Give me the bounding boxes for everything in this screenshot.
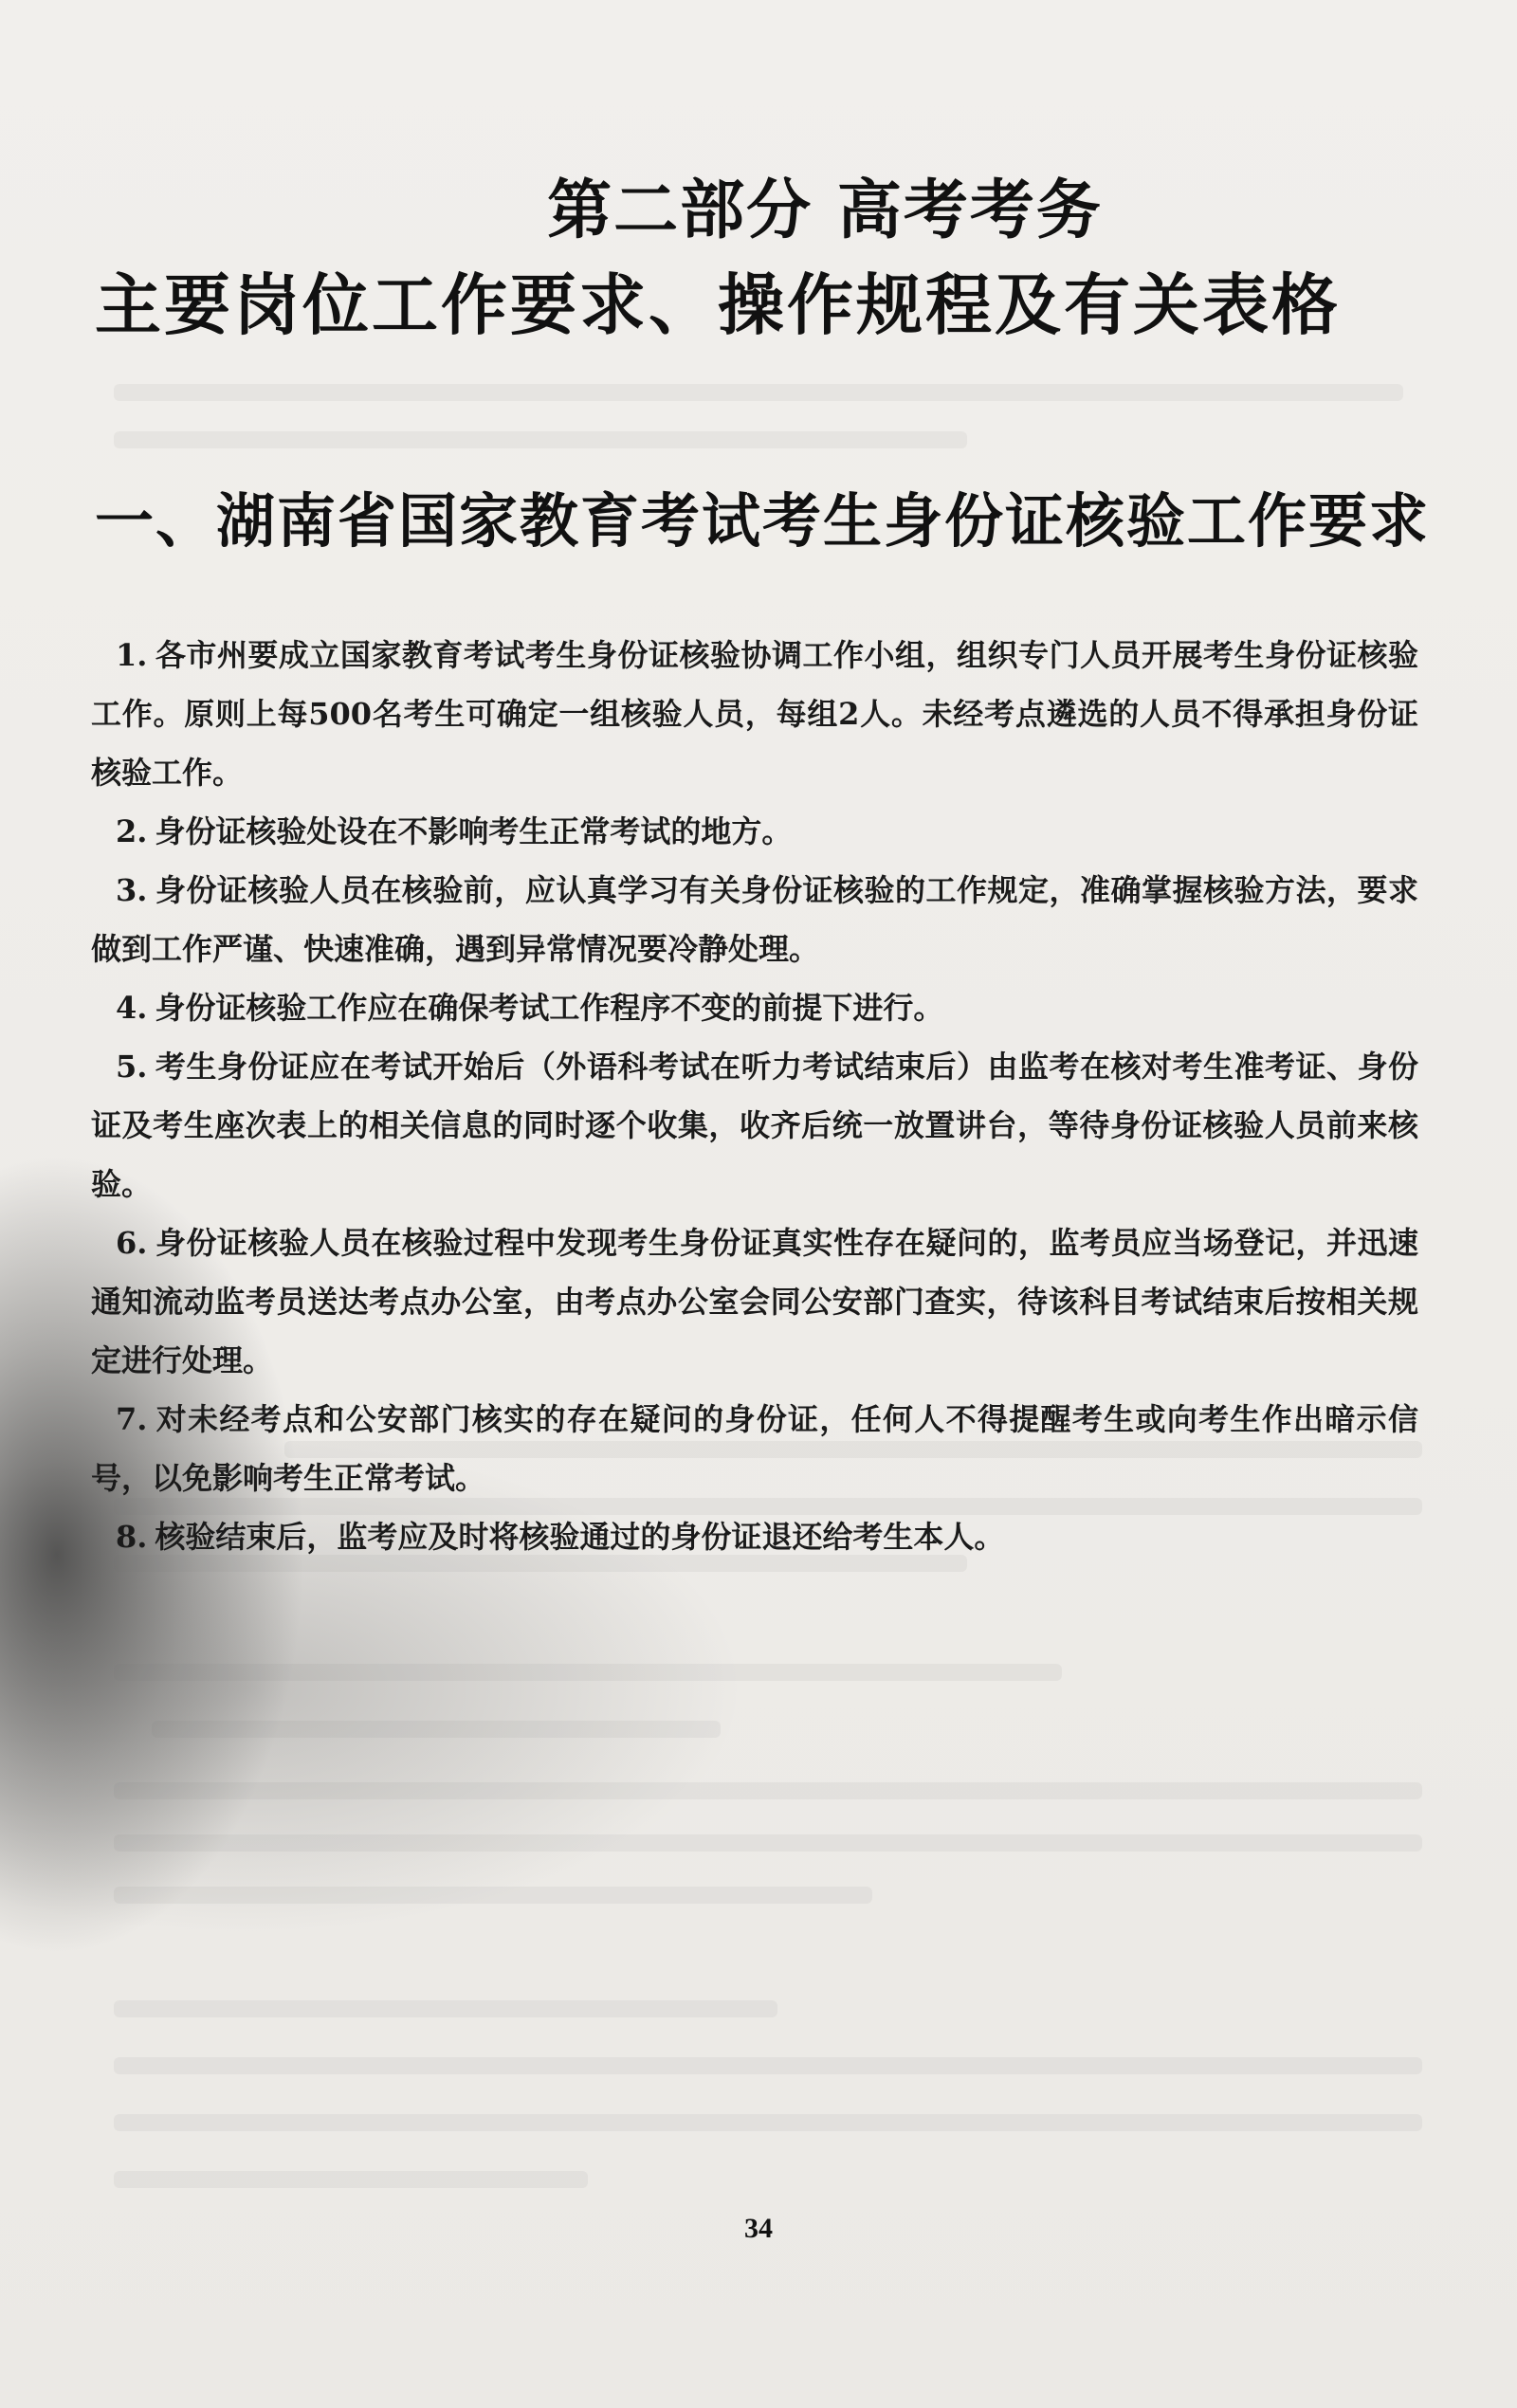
bleed-through-line bbox=[114, 2114, 1422, 2131]
part-title: 第二部分 高考考务 bbox=[547, 173, 1103, 248]
bleed-through-line bbox=[114, 1834, 1422, 1852]
bleed-through-line bbox=[114, 1887, 872, 1904]
bleed-through-line bbox=[114, 2171, 588, 2188]
paragraph-7 bbox=[91, 1390, 1418, 1507]
paragraph-text: 身份证核验处设在不影响考生正常考试的地方。 bbox=[155, 813, 793, 849]
paragraph-number: 8. bbox=[116, 1519, 148, 1555]
section-heading: 一、湖南省国家教育考试考生身份证核验工作要求 bbox=[95, 486, 1431, 556]
paragraph-number: 7. bbox=[116, 1401, 148, 1437]
paragraph-number: 6. bbox=[116, 1225, 148, 1261]
bleed-through-line bbox=[114, 2057, 1422, 2074]
paragraph-8 bbox=[91, 1507, 1418, 1566]
bleed-through-line bbox=[114, 384, 1403, 401]
paragraph-text: 身份证核验人员在核验前，应认真学习有关身份证核验的工作规定，准确掌握核验方法，要求做到工作严谨、快速准确，遇到异常情况要冷静处理。 bbox=[91, 872, 1418, 967]
paragraph-3 bbox=[91, 861, 1418, 978]
bleed-through-line bbox=[152, 1721, 721, 1738]
paragraph-1 bbox=[91, 626, 1418, 802]
paragraph-number: 1. bbox=[116, 637, 148, 673]
paragraph-text: 身份证核验工作应在确保考试工作程序不变的前提下进行。 bbox=[155, 990, 944, 1026]
bleed-through-line bbox=[114, 431, 967, 448]
paragraph-text: 身份证核验人员在核验过程中发现考生身份证真实性存在疑问的，监考员应当场登记，并迅速通知流动监考员送达考点办公室，由考点办公室会同公安部门查实，待该科目考试结束后按相关规定进行处理。 bbox=[91, 1225, 1418, 1378]
paragraph-6 bbox=[91, 1213, 1418, 1390]
bleed-through-line bbox=[114, 1664, 1062, 1681]
paragraph-number: 2. bbox=[116, 813, 148, 849]
bleed-through-line bbox=[114, 1782, 1422, 1799]
paragraph-text: 对未经考点和公安部门核实的存在疑问的身份证，任何人不得提醒考生或向考生作出暗示信号，以免影响考生正常考试。 bbox=[91, 1401, 1418, 1496]
paragraph-text: 考生身份证应在考试开始后（外语科考试在听力考试结束后）由监考在核对考生准考证、身份证及考生座次表上的相关信息的同时逐个收集，收齐后统一放置讲台，等待身份证核验人员前来核验。 bbox=[91, 1049, 1418, 1202]
paragraph-4 bbox=[91, 978, 1418, 1037]
page-number: 34 bbox=[744, 2213, 773, 2244]
document-subtitle: 主要岗位工作要求、操作规程及有关表格 bbox=[95, 266, 1341, 344]
paragraph-number: 3. bbox=[116, 872, 148, 908]
paragraph-text: 各市州要成立国家教育考试考生身份证核验协调工作小组，组织专门人员开展考生身份证核验工作。原则上每500名考生可确定一组核验人员，每组2人。未经考点遴选的人员不得承担身份证核验工作。 bbox=[91, 637, 1418, 791]
bleed-through-line bbox=[114, 2000, 777, 2017]
paragraph-text: 核验结束后，监考应及时将核验通过的身份证退还给考生本人。 bbox=[155, 1519, 1005, 1555]
paragraph-5 bbox=[91, 1037, 1418, 1213]
paragraph-number: 4. bbox=[116, 990, 148, 1026]
paragraph-number: 5. bbox=[116, 1049, 148, 1085]
body-text bbox=[91, 626, 1418, 1566]
paragraph-2 bbox=[91, 802, 1418, 861]
